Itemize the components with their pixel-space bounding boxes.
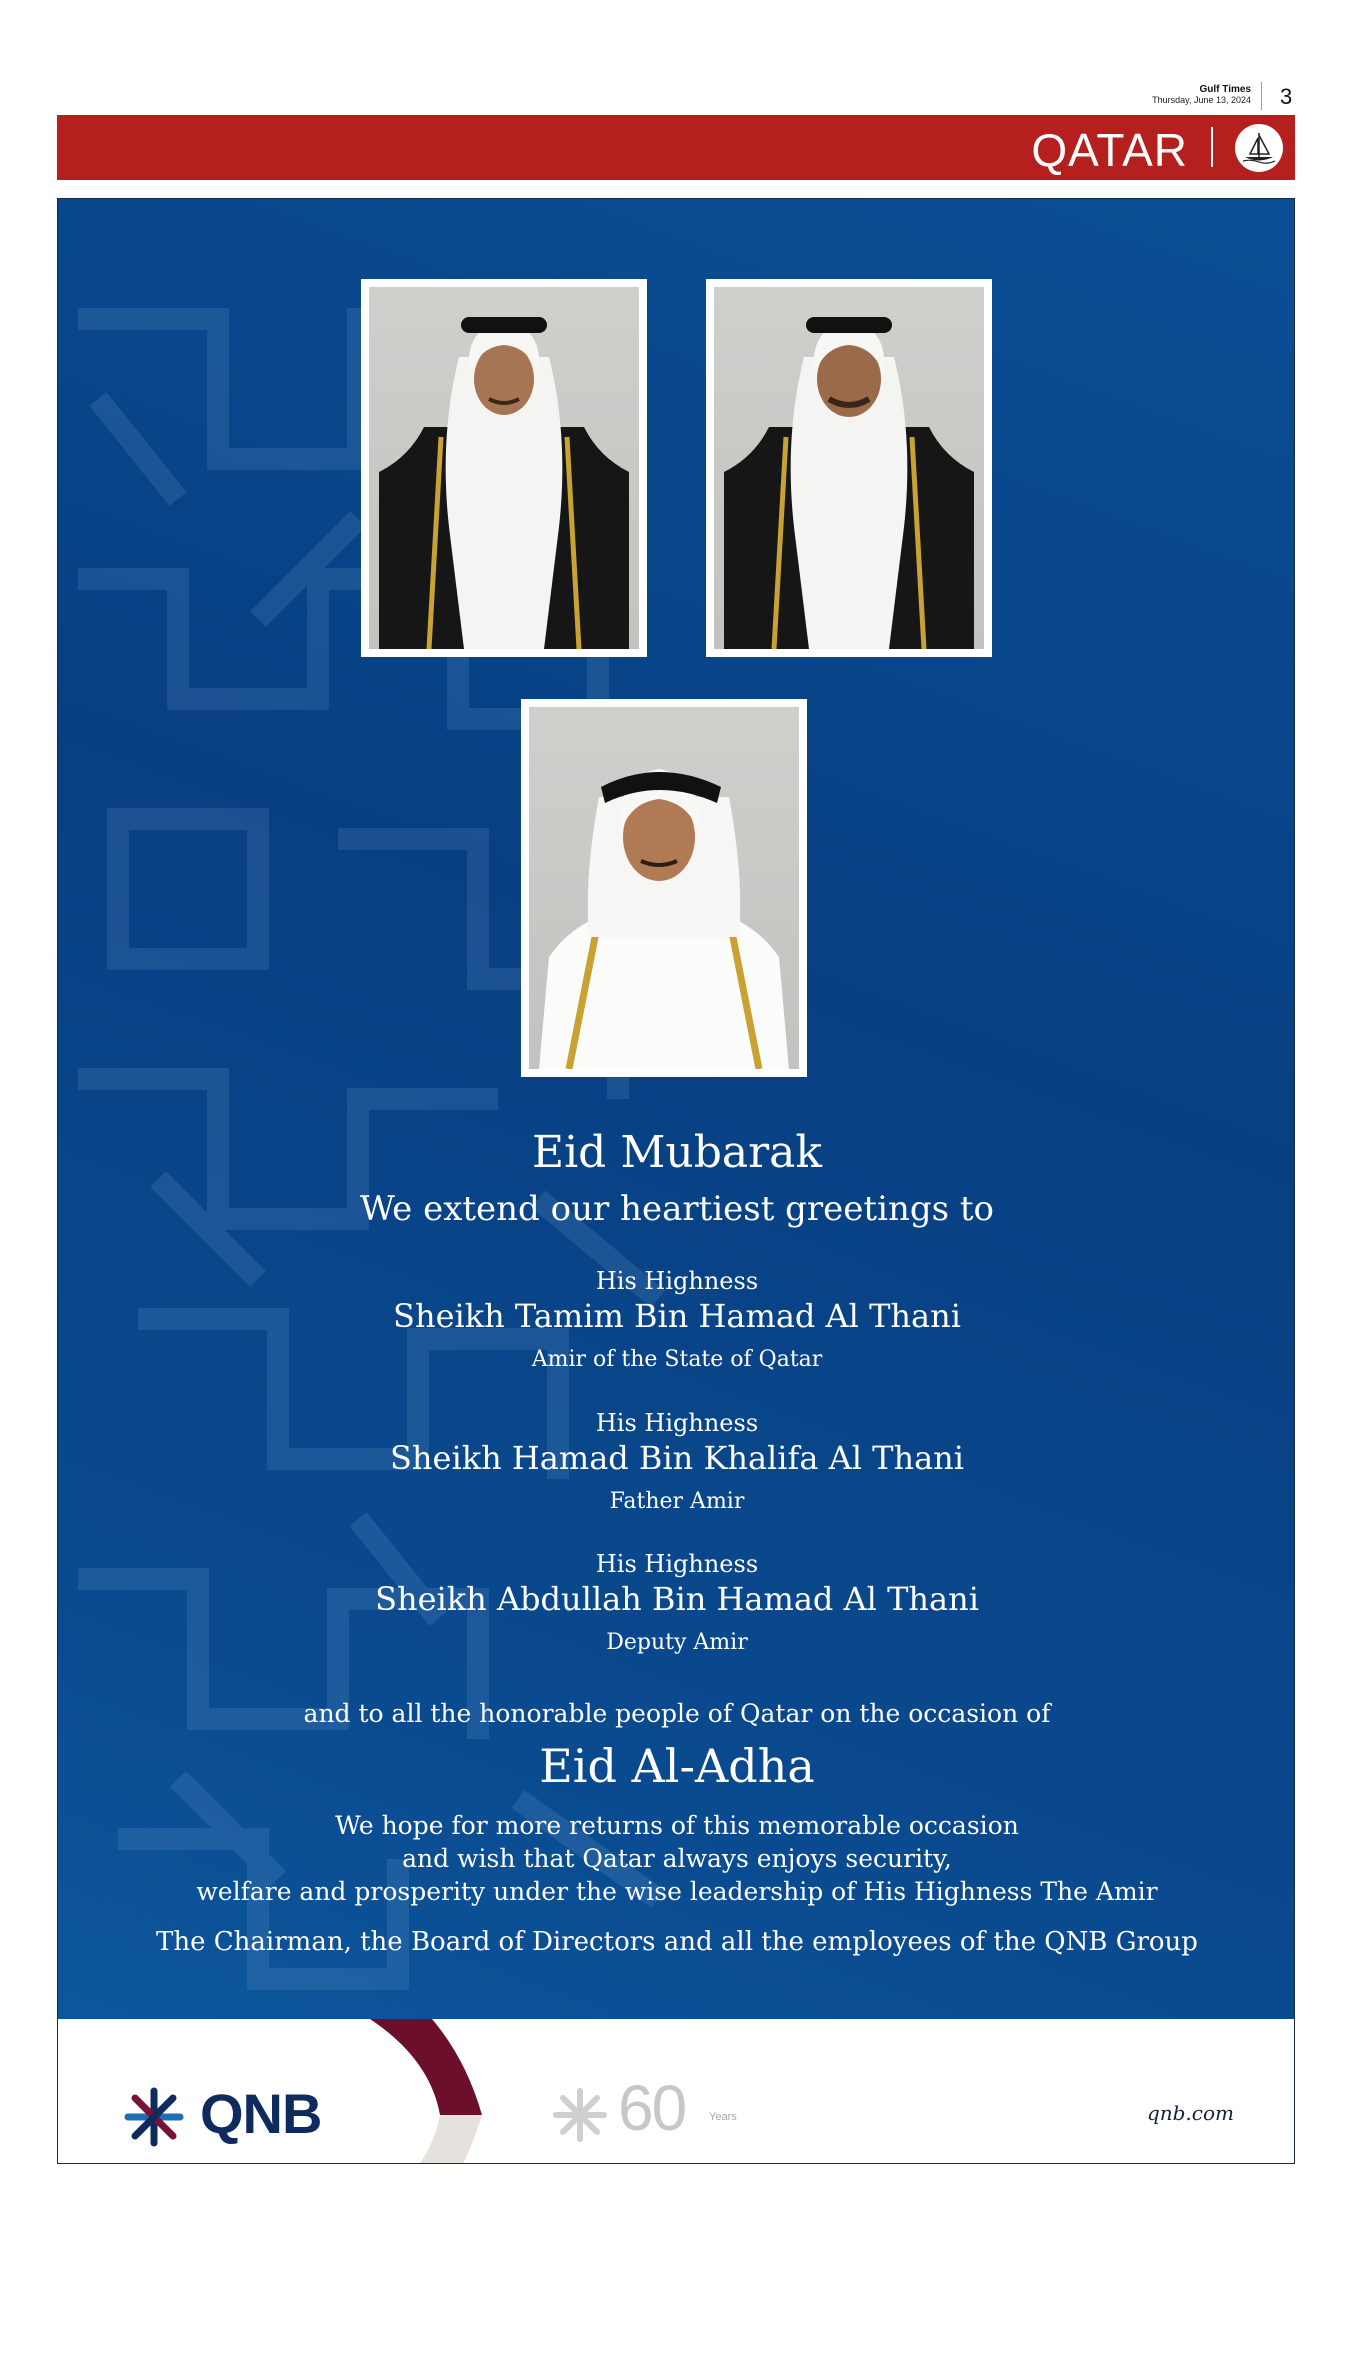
wish-line-2: and wish that Qatar always enjoys security, xyxy=(402,1844,952,1873)
dignitary-1-honorific: His Highness xyxy=(595,1267,759,1295)
dignitary-2-name: Sheikh Hamad Bin Khalifa Al Thani xyxy=(389,1439,964,1477)
wish-line-1: We hope for more returns of this memorable occasion xyxy=(335,1811,1019,1840)
qnb-footer xyxy=(58,2019,1295,2164)
qnb-logo-icon xyxy=(122,2085,186,2149)
qnb-wordmark: QNB xyxy=(200,2082,322,2145)
page-number: 3 xyxy=(1280,84,1293,109)
dignitary-2-honorific: His Highness xyxy=(595,1409,759,1437)
eid-mubarak-title: Eid Mubarak xyxy=(531,1127,823,1178)
wish-line-3: welfare and prosperity under the wise leadership of His Highness The Amir xyxy=(196,1877,1158,1906)
closing-line: and to all the honorable people of Qatar on the occasion of xyxy=(303,1699,1051,1728)
dhow-boat-icon xyxy=(1235,124,1283,172)
portrait-amir xyxy=(361,279,647,657)
anniversary-word: Years xyxy=(709,2111,737,2123)
anniversary-number: 60 xyxy=(618,2072,686,2144)
greeting-line: We extend our heartiest greetings to xyxy=(359,1189,995,1229)
eid-advertisement xyxy=(57,198,1295,2164)
dignitary-2-position: Father Amir xyxy=(609,1489,745,1514)
section-divider xyxy=(1211,127,1213,167)
anniversary-emblem-icon xyxy=(550,2085,610,2145)
signoff-line: The Chairman, the Board of Directors and all the employees of the QNB Group xyxy=(156,1927,1198,1957)
section-banner xyxy=(57,115,1295,180)
paper-name: Gulf Times xyxy=(1199,84,1251,95)
eid-al-adha-title: Eid Al-Adha xyxy=(539,1739,815,1793)
portrait-deputy-amir xyxy=(521,699,807,1077)
website-link[interactable]: qnb.com xyxy=(1146,2101,1234,2125)
dignitary-1-position: Amir of the State of Qatar xyxy=(531,1347,823,1372)
paper-date: Thursday, June 13, 2024 xyxy=(1152,95,1251,105)
dignitary-1-name: Sheikh Tamim Bin Hamad Al Thani xyxy=(393,1297,961,1335)
dignitary-3-honorific: His Highness xyxy=(595,1550,759,1578)
portrait-father-amir xyxy=(706,279,992,657)
page-number-divider xyxy=(1261,82,1262,110)
section-title: QATAR xyxy=(1031,124,1188,176)
dignitary-3-position: Deputy Amir xyxy=(606,1630,748,1655)
dignitary-3-name: Sheikh Abdullah Bin Hamad Al Thani xyxy=(375,1580,979,1618)
chevron-ribbon-icon xyxy=(370,2019,490,2164)
masthead-meta xyxy=(1152,84,1251,105)
